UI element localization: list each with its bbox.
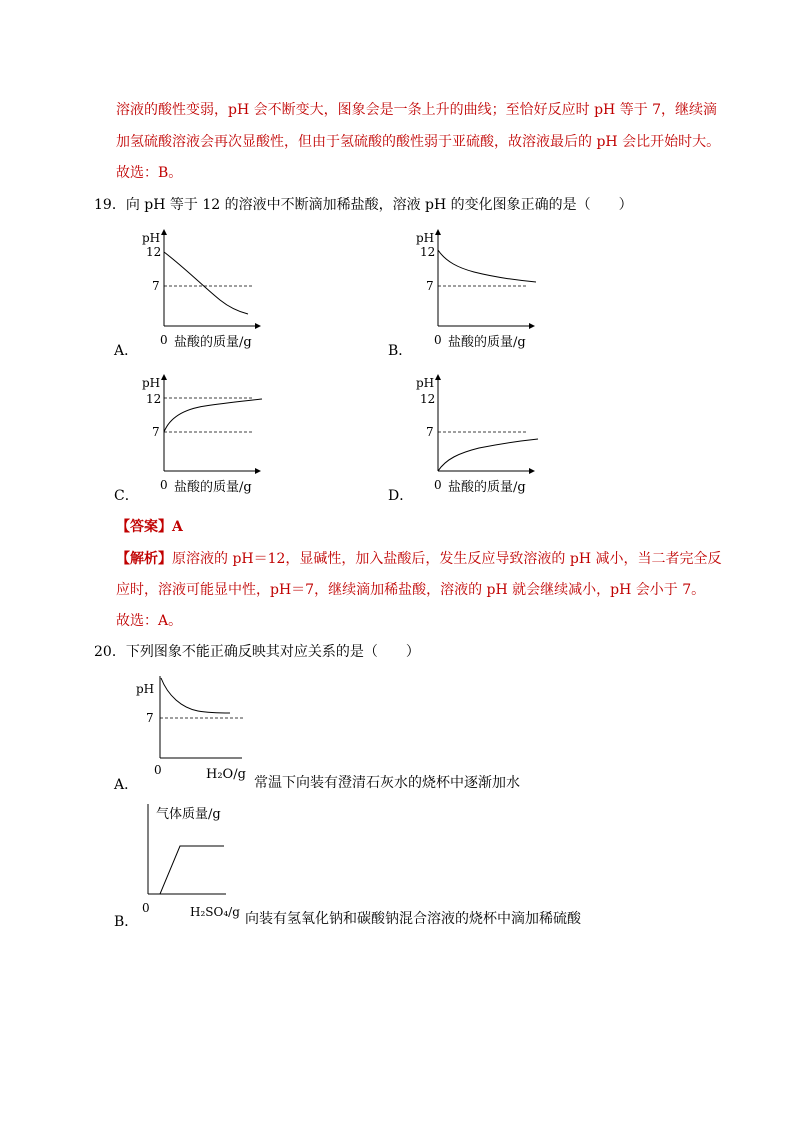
tick-12: 12: [420, 245, 436, 259]
q20-b-caption: 向装有氢氧化钠和碳酸钠混合溶液的烧杯中滴加稀硫酸: [245, 911, 581, 927]
q20-option-a[interactable]: A．: [114, 777, 139, 793]
y-label: pH: [142, 376, 161, 390]
q19-graph-d: [414, 373, 554, 493]
y-label: pH: [416, 376, 435, 390]
prev-solution-line-3: 故选：B。: [116, 165, 183, 181]
tick-12: 12: [146, 392, 162, 406]
origin-label: 0: [142, 901, 150, 915]
q19-answer: [116, 518, 183, 536]
q19-analysis-2: 应时，溶液可能显中性，pH＝7，继续滴加稀盐酸，溶液的 pH 就会继续减小，pH 会小于 7。: [116, 582, 706, 598]
curve-d: [438, 439, 538, 471]
q19-graph-c: [140, 373, 280, 493]
prev-solution-line-2: 加氢硫酸溶液会再次显酸性，但由于氢硫酸的酸性弱于亚硫酸，故溶液最后的 pH 会比开始时大。: [116, 134, 721, 150]
tick-12: 12: [146, 245, 162, 259]
q20-graph-b: [134, 800, 254, 920]
q19-stem: 19．向 pH 等于 12 的溶液中不断滴加稀盐酸，溶液 pH 的变化图象正确的是（ ）: [94, 197, 633, 213]
tick-12: 12: [420, 392, 436, 406]
tick-7: 7: [152, 279, 160, 293]
q20-a-caption: 常温下向装有澄清石灰水的烧杯中逐渐加水: [254, 775, 520, 791]
q19-option-b[interactable]: B．: [388, 343, 413, 359]
answer-value: A: [172, 519, 183, 535]
curve-a: [164, 252, 248, 314]
x-label: 盐酸的质量/g: [448, 480, 526, 495]
q19-option-d[interactable]: D．: [388, 488, 414, 504]
x-label: H₂O/g: [206, 767, 246, 782]
q19-option-c[interactable]: C．: [114, 488, 139, 504]
y-label: pH: [142, 231, 161, 245]
x-label: H₂SO₄/g: [190, 905, 240, 919]
curve: [161, 678, 230, 713]
gas-curve: [160, 846, 224, 894]
y-label: pH: [136, 682, 155, 696]
q19-graph-b: [414, 228, 554, 348]
tick-7: 7: [426, 425, 434, 439]
x-label: 盐酸的质量/g: [448, 335, 526, 350]
origin-label: 0: [154, 763, 162, 777]
answer-tag: 【答案】: [116, 519, 172, 535]
origin-label: 0: [434, 333, 442, 347]
prev-solution-line-1: 溶液的酸性变弱，pH 会不断变大，图象会是一条上升的曲线；至恰好反应时 pH 等于 7，继续滴: [116, 102, 718, 118]
origin-label: 0: [434, 478, 442, 492]
q19-option-a[interactable]: A．: [114, 343, 139, 359]
origin-label: 0: [160, 478, 168, 492]
tick-7: 7: [152, 425, 160, 439]
q19-conclusion: 故选：A。: [116, 613, 183, 629]
tick-7: 7: [426, 279, 434, 293]
curve-c: [164, 399, 262, 432]
curve-b: [438, 250, 536, 282]
q20-stem: 20．下列图象不能正确反映其对应关系的是（ ）: [94, 644, 420, 660]
analysis-text-1: 原溶液的 pH＝12，显碱性，加入盐酸后，发生反应导致溶液的 pH 减小，当二者完全反: [172, 551, 722, 567]
tick-7: 7: [146, 711, 154, 725]
q19-graph-a: [140, 228, 280, 348]
analysis-tag: 【解析】: [116, 551, 172, 567]
x-label: 盐酸的质量/g: [174, 335, 252, 350]
origin-label: 0: [160, 333, 168, 347]
q19-analysis-1: [116, 550, 722, 568]
y-label: 气体质量/g: [156, 807, 221, 822]
x-label: 盐酸的质量/g: [174, 480, 252, 495]
q20-option-b[interactable]: B．: [114, 914, 139, 930]
q20-graph-a: [134, 670, 254, 780]
y-label: pH: [416, 231, 435, 245]
